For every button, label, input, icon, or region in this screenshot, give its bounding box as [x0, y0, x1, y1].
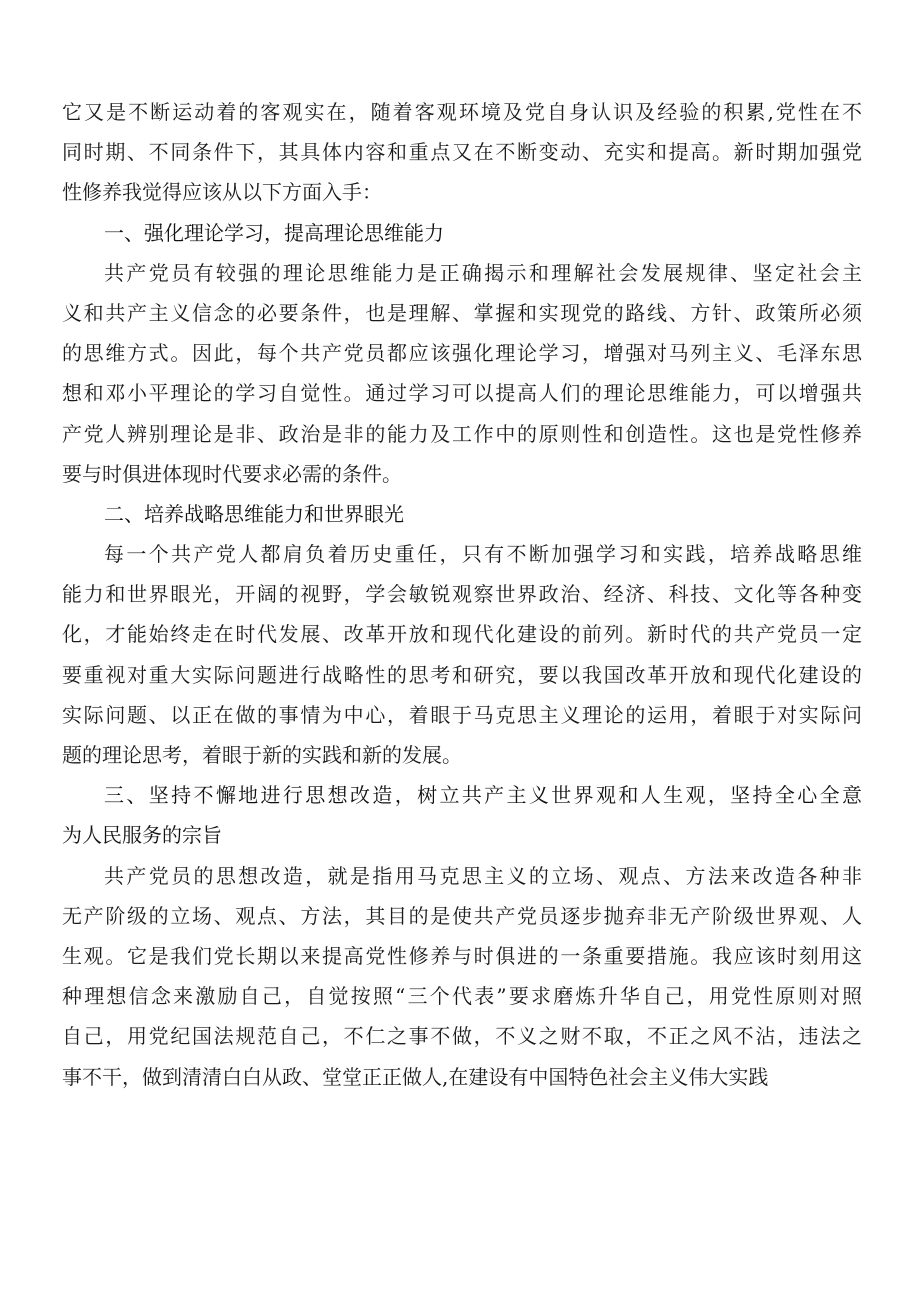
paragraph-line: 每一个共产党人都肩负着历史重任，只有不断加强学习和实践，培养战略思维: [104, 542, 862, 567]
paragraph-line: 共产党员有较强的理论思维能力是正确揭示和理解社会发展规律、坚定社会主: [104, 260, 862, 285]
paragraph-line: 想和邓小平理论的学习自觉性。通过学习可以提高人们的理论思维能力，可以增强共: [62, 381, 862, 406]
paragraph-line: 共产党员的思想改造，就是指用马克思主义的立场、观点、方法来改造各种非: [104, 863, 862, 888]
paragraph-line: 义和共产主义信念的必要条件，也是理解、掌握和实现党的路线、方针、政策所必须: [62, 300, 862, 325]
paragraph-line: 题的理论思考，着眼于新的实践和新的发展。: [62, 743, 462, 767]
section-heading-3-continued: 为人民服务的宗旨: [62, 823, 222, 848]
paragraph-line: 性修养我觉得应该从以下方面入手：: [62, 180, 382, 205]
paragraph-line: 同时期、不同条件下，其具体内容和重点又在不断变动、充实和提高。新时期加强党: [62, 140, 862, 165]
paragraph-line: 生观。它是我们党长期以来提高党性修养与时俱进的一条重要措施。我应该时刻用这: [62, 943, 862, 968]
paragraph-line: 要重视对重大实际问题进行战略性的思考和研究，要以我国改革开放和现代化建设的: [62, 662, 862, 687]
section-heading-3: 三、坚持不懈地进行思想改造，树立共产主义世界观和人生观，坚持全心全意: [104, 783, 862, 808]
paragraph-line: 产党人辨别理论是非、政治是非的能力及工作中的原则性和创造性。这也是党性修养: [62, 421, 862, 446]
section-heading-1: 一、强化理论学习，提高理论思维能力: [104, 220, 444, 245]
paragraph-line: 它又是不断运动着的客观实在，随着客观环境及党自身认识及经验的积累,党性在不: [62, 100, 862, 124]
section-heading-2: 二、培养战略思维能力和世界眼光: [104, 501, 404, 526]
paragraph-line: 实际问题、以正在做的事情为中心，着眼于马克思主义理论的运用，着眼于对实际问: [62, 702, 862, 727]
paragraph-line: 的思维方式。因此，每个共产党员都应该强化理论学习，增强对马列主义、毛泽东思: [62, 341, 862, 366]
paragraph-line: 能力和世界眼光，开阔的视野，学会敏锐观察世界政治、经济、科技、文化等各种变: [62, 582, 862, 607]
document-page: [62, 92, 862, 1097]
paragraph-line: 要与时俱进体现时代要求必需的条件。: [62, 461, 402, 486]
paragraph-line: 自己，用党纪国法规范自己，不仁之事不做，不义之财不取，不正之风不沾，违法之: [62, 1024, 862, 1049]
paragraph-line: 事不干，做到清清白白从政、堂堂正正做人,在建设有中国特色社会主义伟大实践: [62, 1064, 769, 1089]
paragraph-line: 种理想信念来激励自己，自觉按照“三个代表”要求磨炼升华自己，用党性原则对照: [62, 984, 862, 1009]
paragraph-line: 无产阶级的立场、观点、方法，其目的是使共产党员逐步抛弃非无产阶级世界观、人: [62, 903, 862, 928]
paragraph-line: 化，才能始终走在时代发展、改革开放和现代化建设的前列。新时代的共产党员一定: [62, 622, 862, 647]
